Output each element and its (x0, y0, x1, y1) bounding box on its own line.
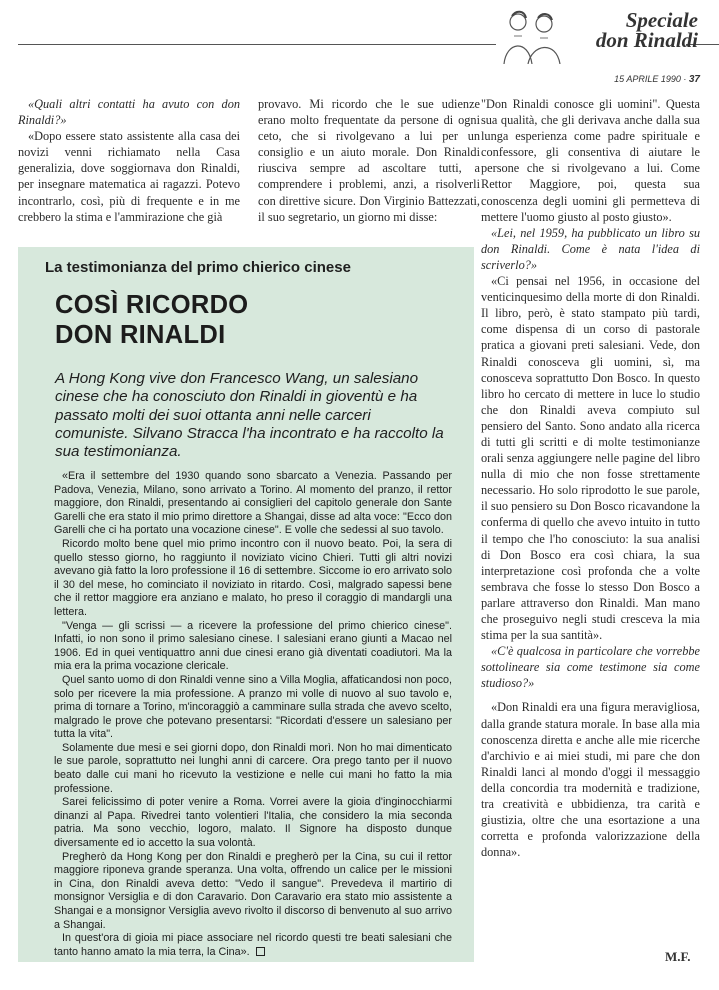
box-paragraph: "Venga — gli scrissi — a ricevere la professione del primo chierico cinese". Infatti, io non sono il primo salesiano cinese. I salesiani erano giunti a Macao nel 1906. Ed in quei ventiquattro anni due cinesi erano già diventati coadiutori. Ma la mia era la prima vocazione clericale. (54, 619, 452, 673)
box-paragraph-text: In quest'ora di gioia mi piace associare nel ricordo questi tre beati salesiani che tanto hanno amato la mia terra, la Cina». (54, 932, 452, 958)
box-paragraph-last (54, 932, 452, 959)
interview-answer: «Ci pensai nel 1956, in occasione del venticinquesimo della morte di don Rinaldi. Il libro, però, è stato stampato più tardi, come dispensa di un corso di pastorale pratica a giovani preti salesiani. Vede, don Rinaldi conosceva gli uomini, sì, ma conosceva soprattutto Don Bosco. In questo libro ho cercato di mettere in luce lo studio che don Rinaldi aveva compiuto sul pensiero del Santo. Sono andato alla ricerca di tutti gli scritti e di molte testimonianze orali senza aggiungere nelle pagine del libro nulla di mio che non fosse strettamente necessario. Ho solo riprodotto le sue parole, il suo pensiero su Don Bosco ricavandone la conferma di quello che avevo intuito in tutto il tempo che l'ho conosciuto: la sua analisi di Don Bosco era così chiara, la sua interpretazione così profonda che a volte sembrava che fosse lo stesso Don Bosco a parlare attraverso don Rinaldi. Man mano che proseguivo negli studi cresceva la mia stima per la sua santità». (481, 274, 700, 643)
box-paragraph: Sarei felicissimo di poter venire a Roma. Vorrei avere la gioia d'inginocchiarmi dinanzi al Papa. Rivedrei tanto volentieri l'Italia, che considero la mia seconda patria. Ma sono vecchio, logoro, malato. Il Signore ha disposto dunque diversamente ed io accetto la sua volontà. (54, 796, 452, 850)
section-title-line2: don Rinaldi (595, 28, 698, 52)
section-title (568, 10, 698, 50)
box-headline-line2: DON RINALDI (55, 321, 226, 349)
box-lead: A Hong Kong vive don Francesco Wang, un salesiano cinese che ha conosciuto don Rinaldi in gioventù e ha passato molti dei suoi ottanta anni nelle carceri comuniste. Silvano Stracca l'ha incontrato e ha raccolto la sua testimonianza. (55, 370, 444, 461)
interview-answer: provavo. Mi ricordo che le sue udienze erano molto frequentate da persone di ogni ceto, che si rivolgevano a lui per un consiglio e un aiuto morale. Don Rinaldi riusciva sempre ad ascoltare tutti, a comprendere i problemi, anzi, a risolverli con direttive sicure. Don Virginio Battezzati, il suo segretario, un giorno mi disse: (258, 97, 480, 224)
end-mark-icon (256, 947, 265, 956)
column-3 (481, 96, 700, 860)
box-paragraph: Solamente due mesi e sei giorni dopo, don Rinaldi morì. Non ho mai dimenticato le sue parole, soprattutto nei lunghi anni di carcere. Ora prego tanto per il nuovo beato dalle cui mani ho ricevuto la vestizione e nelle cui mani ho fatto la mia professione. (54, 741, 452, 795)
box-kicker: La testimonianza del primo chierico cinese (45, 259, 351, 276)
interview-question: «C'è qualcosa in particolare che vorrebbe sottolineare sia come testimone sia come studioso?» (481, 644, 700, 691)
box-headline (55, 290, 248, 350)
header-rule (18, 44, 496, 45)
column-1 (18, 96, 240, 225)
interview-question: «Lei, nel 1959, ha pubblicato un libro su don Rinaldi. Come è nata l'idea di scriverlo?» (481, 225, 700, 272)
box-headline-line1: COSÌ RICORDO (55, 291, 249, 319)
box-body (54, 470, 452, 959)
box-paragraph: Pregherò da Hong Kong per don Rinaldi e pregherò per la Cina, su cui il rettor maggiore riponeva grande speranza. Una volta, offrendo un calice per le missioni in Cina, don Rinaldi aveva detto: "Vedo il sangue". Prevedeva il martirio di monsignor Versiglia e di don Caravario. Don Caravario era stato mio assistente a Shangai e a monsignor Versiglia avevo rivolto il discorso di benvenuto al suo arrivo a Shangai. (54, 850, 452, 931)
issue-date-line (580, 74, 700, 85)
interview-answer: «Dopo essere stato assistente alla casa dei novizi venni richiamato nella Casa generalizia, dove soggiornava don Rinaldi, per insegnare matematica ai ragazzi. Potevo incontrarlo, così, più di frequente e in me crebbero la stima e l'ammirazione che già (18, 129, 240, 224)
box-paragraph: «Era il settembre del 1930 quando sono sbarcato a Venezia. Passando per Padova, Venezia, Milano, sono arrivato a Torino. Al momento del pranzo, il rettor maggiore, don Rinaldi, presentando ai consiglieri del capitolo generale don Sante Garelli che era stato il mio primo direttore a Shangai, disse ad alta voce: "Ecco don Garelli che ci ha portato una vocazione cinese". E volle che sedessi al suo tavolo. (54, 470, 452, 537)
section-title-line1: Speciale (625, 8, 698, 32)
page-number: 37 (688, 74, 700, 85)
author-signature: M.F. (665, 949, 691, 964)
box-paragraph: Ricordo molto bene quel mio primo incontro con il nuovo beato. Poi, la sera di quello stesso giorno, ho raggiunto il noviziato vicino Chieri. Tutti gli altri novizi avevano già fatto la loro professione il 16 di settembre. Siccome io ero arrivato solo il 30 del mese, ho cominciato il noviziato in ritardo. Così, malgrado sapessi bene che il rettor maggiore era anziano e malato, ho preso il coraggio di mandargli una lettera. (54, 537, 452, 618)
issue-date: 15 APRILE 1990 · (614, 74, 687, 84)
sketch-illustration-icon (498, 6, 574, 64)
box-paragraph: Quel santo uomo di don Rinaldi venne sino a Villa Moglia, affaticandosi non poco, solo per ricevere la mia professione. A pranzo mi volle di nuovo al suo tavolo e, prima di tornare a Torino, m'incoraggiò a camminare sulla strada che avevo scelto, malgrado le prove che potevano presentarsi: "Ricordati d'essere un salesiano per tutta la vita". (54, 673, 452, 741)
interview-answer: "Don Rinaldi conosce gli uomini". Questa sua qualità, che gli derivava anche dalla sua lunga esperienza come padre spirituale e confessore, gli consentiva di aiutare le persone che si rivolgevano a lui. Come Rettor Maggiore, poi, questa sua conoscenza degli uomini gli permetteva di mettere l'uomo giusto al posto giusto». (481, 97, 700, 224)
interview-answer: «Don Rinaldi era una figura meravigliosa, dalla grande statura morale. In base alla mia conoscenza diretta e anche alle mie ricerche d'archivio e ai miei studi, mi pare che don Rinaldi lanci al mondo d'oggi il messaggio della concordia tra modernità e tradizione, tra creatività e ubbidienza, tra carità e giustizia, oltre che una esortazione a una corretta e profonda valorizzazione della donna». (481, 700, 700, 860)
column-2 (258, 96, 480, 225)
interview-question: «Quali altri contatti ha avuto con don Rinaldi?» (18, 97, 240, 128)
